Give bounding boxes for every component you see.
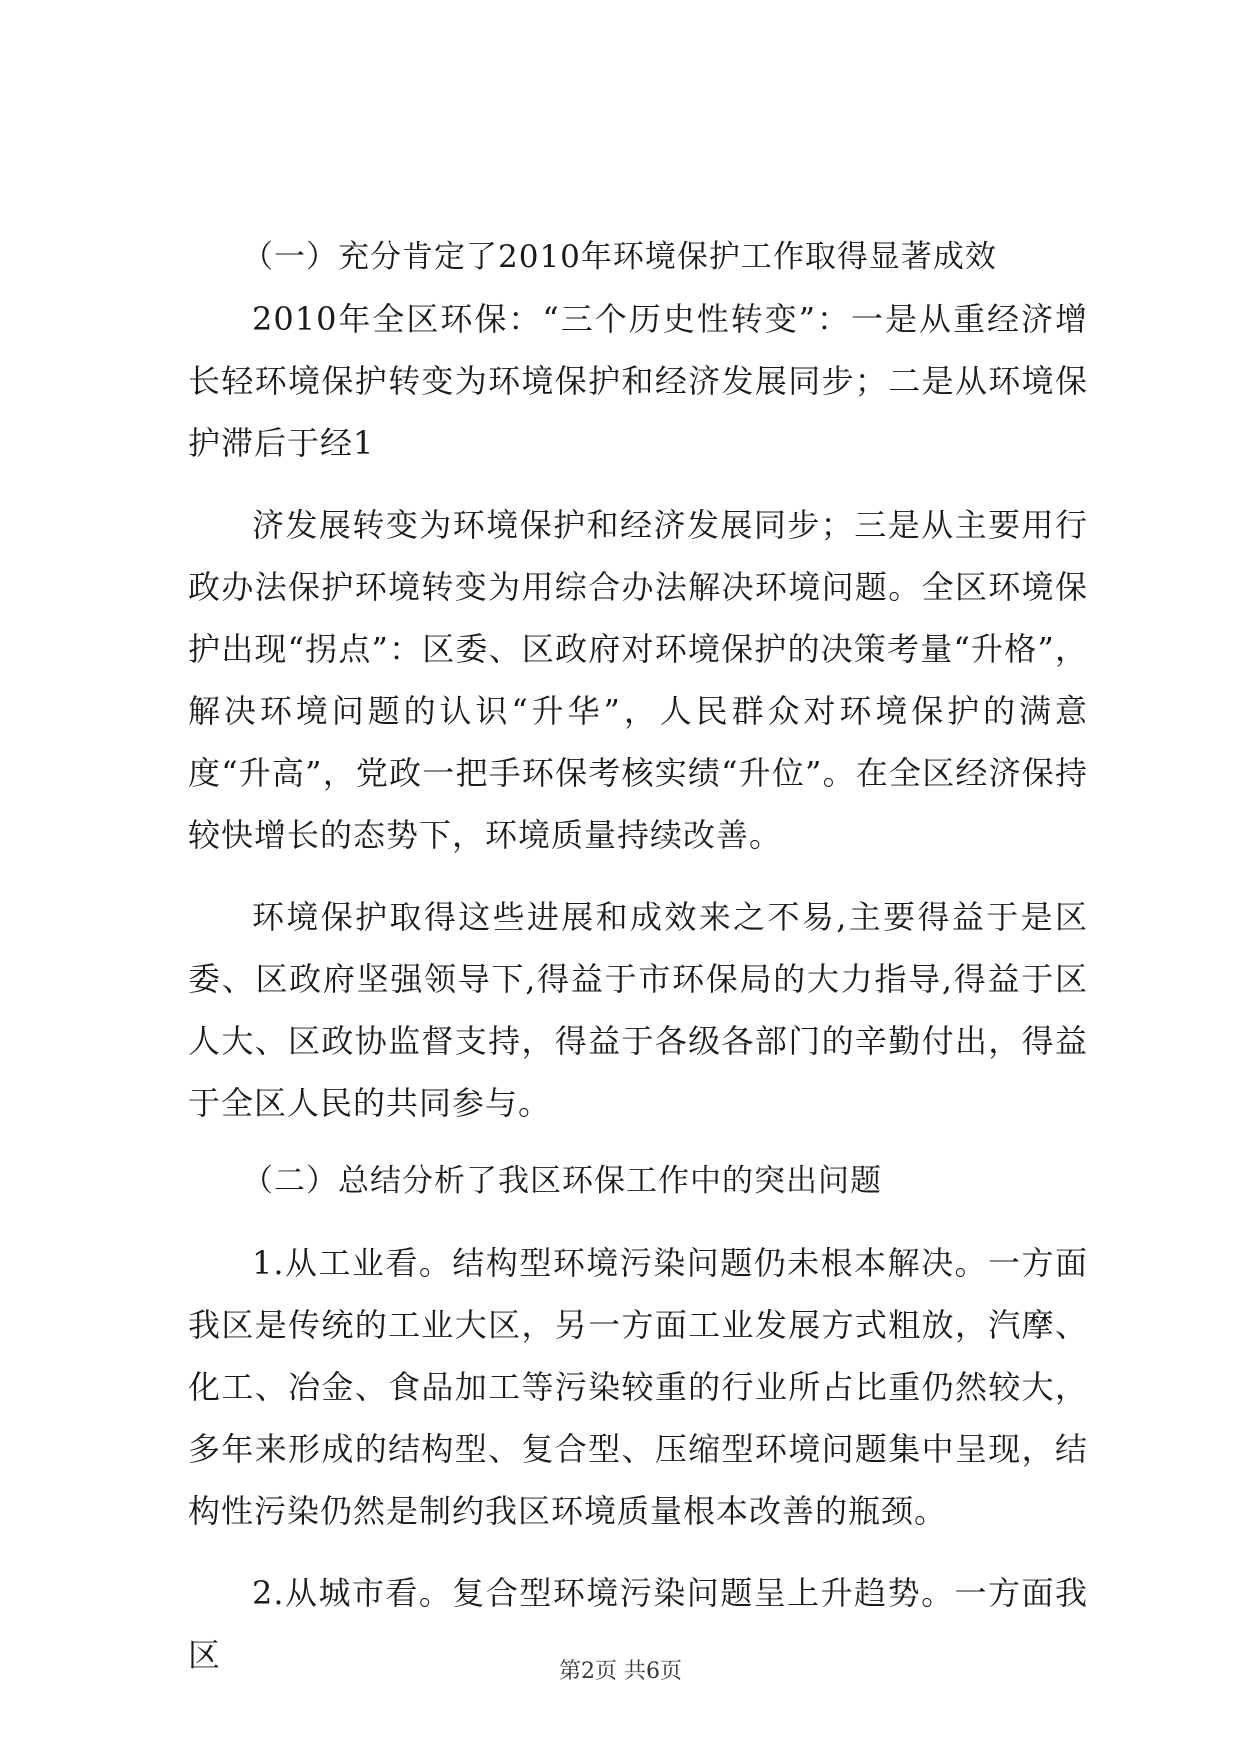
section-heading-1: （一）充分肯定了2010年环境保护工作取得显著成效 (242, 239, 997, 275)
paragraph: 2.从城市看。复合型环境污染问题呈上升趋势。一方面我区 (188, 1574, 1088, 1674)
paragraph: 环境保护取得这些进展和成效来之不易,主要得益于是区委、区政府坚强领导下,得益于市环保局的大力指导,得益于区人大、区政协监督支持，得益于各级各部门的辛勤付出，得益于全区人民的共同参与。 (188, 898, 1088, 1122)
page-number-footer: 第2页 共6页 (559, 1659, 682, 1684)
section-heading-2: （二）总结分析了我区环保工作中的突出问题 (242, 1163, 882, 1199)
paragraph: 济发展转变为环境保护和经济发展同步；三是从主要用行政办法保护环境转变为用综合办法解决环境问题。全区环境保护出现“拐点”：区委、区政府对环境保护的决策考量“升格”，解决环境问题的认识“升华”，人民群众对环境保护的满意度“升高”，党政一把手环保考核实绩“升位”。在全区经济保持较快增长的态势下，环境质量持续改善。 (188, 506, 1088, 854)
document-body (188, 226, 1088, 1686)
paragraph: 2010年全区环保：“三个历史性转变”：一是从重经济增长轻环境保护转变为环境保护和经济发展同步；二是从环境保护滞后于经1 (188, 300, 1088, 462)
paragraph: 1.从工业看。结构型环境污染问题仍未根本解决。一方面我区是传统的工业大区，另一方面工业发展方式粗放，汽摩、化工、冶金、食品加工等污染较重的行业所占比重仍然较大，多年来形成的结构型、复合型、压缩型环境问题集中呈现，结构性污染仍然是制约我区环境质量根本改善的瓶颈。 (188, 1244, 1088, 1530)
